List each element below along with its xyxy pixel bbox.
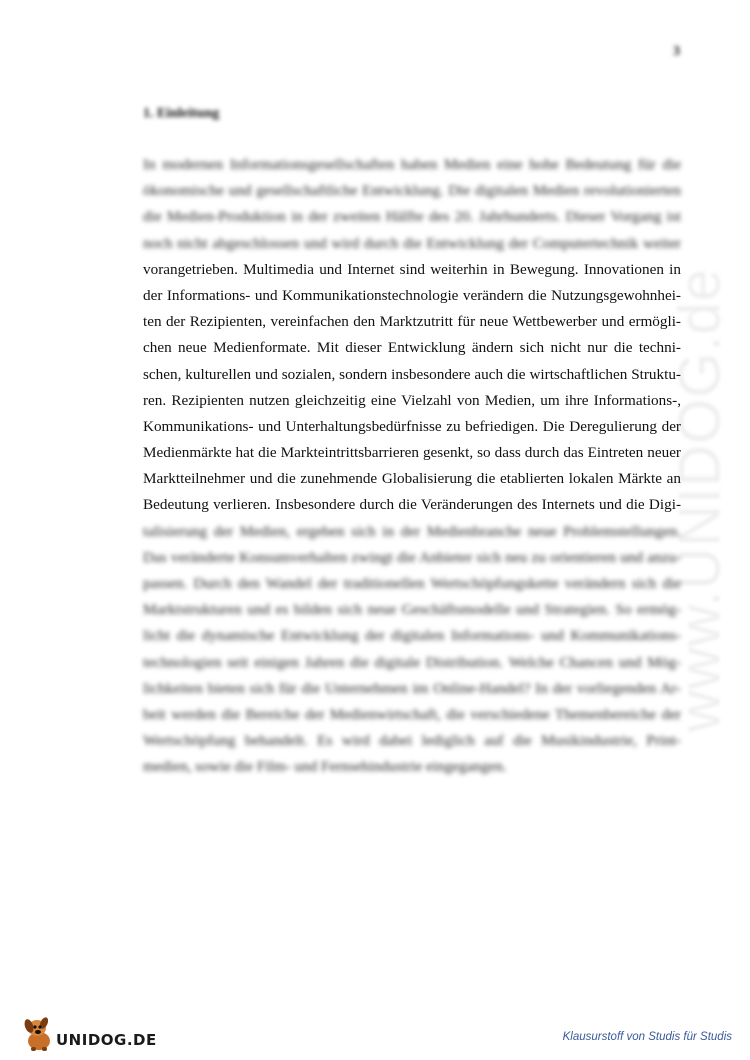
dog-mascot-icon: [22, 1014, 56, 1052]
text-line: Kommunikations- und Unterhaltungsbedürfnisse zu befriedigen. Die Deregulierung der: [143, 417, 681, 435]
text-line: Marktstrukturen und es bilden sich neue Geschäftsmodelle und Strategien. So ermög-: [143, 601, 681, 619]
text-line: ökonomische und gesellschaftliche Entwicklung. Die digitalen Medien revolutionierten: [143, 182, 681, 200]
body-paragraph: [143, 152, 681, 781]
text-line: ren. Rezipienten nutzen gleichzeitig eine Vielzahl von Medien, um ihre Informations-,: [143, 391, 681, 409]
text-line: noch nicht abgeschlossen und wird durch die Entwicklung der Computertechnik weiter: [143, 234, 681, 252]
text-line: die Medien-Produktion in der zweiten Hälfte des 20. Jahrhunderts. Dieser Vorgang ist: [143, 208, 681, 226]
text-line: Wertschöpfung behandelt. Es wird dabei lediglich auf die Musikindustrie, Print-: [143, 732, 681, 750]
logo-text: UNIDOG.DE: [56, 1031, 157, 1049]
text-line: medien, sowie die Film- und Fernsehindustrie eingegangen.: [143, 758, 507, 776]
watermark-text: www.UNIDOG.de: [667, 267, 733, 733]
text-line: chen neue Medienformate. Mit dieser Entwicklung ändern sich nicht nur die techni-: [143, 339, 681, 357]
page-number: 3: [673, 44, 680, 59]
unidog-logo[interactable]: [22, 1014, 162, 1052]
text-line: Marktteilnehmer und die zunehmende Globalisierung die etablierten lokalen Märkte an: [143, 470, 681, 488]
text-line: passen. Durch den Wandel der traditionellen Wertschöpfungskette verändern sich die: [143, 575, 681, 592]
text-line: vorangetrieben. Multimedia und Internet sind weiterhin in Bewegung. Innovationen in: [143, 260, 681, 278]
text-line: Bedeutung verlieren. Insbesondere durch die Veränderungen des Internets und die Digi-: [143, 496, 681, 514]
text-line: ten der Rezipienten, vereinfachen den Marktzutritt für neue Wettbewerber und ermögli-: [143, 313, 681, 331]
text-line: In modernen Informationsgesellschaften haben Medien eine hohe Bedeutung für die: [143, 156, 681, 173]
text-line: lichkeiten bieten sich für die Unternehmen im Online-Handel? In der vorliegenden Ar-: [143, 679, 681, 697]
text-line: schen, kulturellen und sozialen, sondern insbesondere auch die wirtschaftlichen Struktu-: [143, 365, 681, 383]
text-line: Das veränderte Konsumverhalten zwingt die Anbieter sich neu zu orientieren und anzu-: [143, 548, 681, 566]
text-line: talisierung der Medien, ergeben sich in der Medienbranche neue Problemstellungen.: [143, 522, 681, 540]
section-heading: 1. Einleitung: [143, 106, 220, 121]
text-line: der Informations- und Kommunikationstechnologie verändern die Nutzungsgewohnhei-: [143, 286, 681, 304]
text-line: beit werden die Bereiche der Medienwirtschaft, die verschiedene Themenbereiche der: [143, 705, 681, 723]
footer-tagline: Klausurstoff von Studis für Studis: [562, 1031, 732, 1043]
text-line: technologien seit einigen Jahren die digitale Distribution. Welche Chancen und Mög-: [143, 653, 681, 671]
text-line: Medienmärkte hat die Markteintrittsbarrieren gesenkt, so dass durch das Eintreten neuer: [143, 444, 681, 462]
text-line: licht die dynamische Entwicklung der digitalen Informations- und Kommunikations-: [143, 627, 681, 645]
